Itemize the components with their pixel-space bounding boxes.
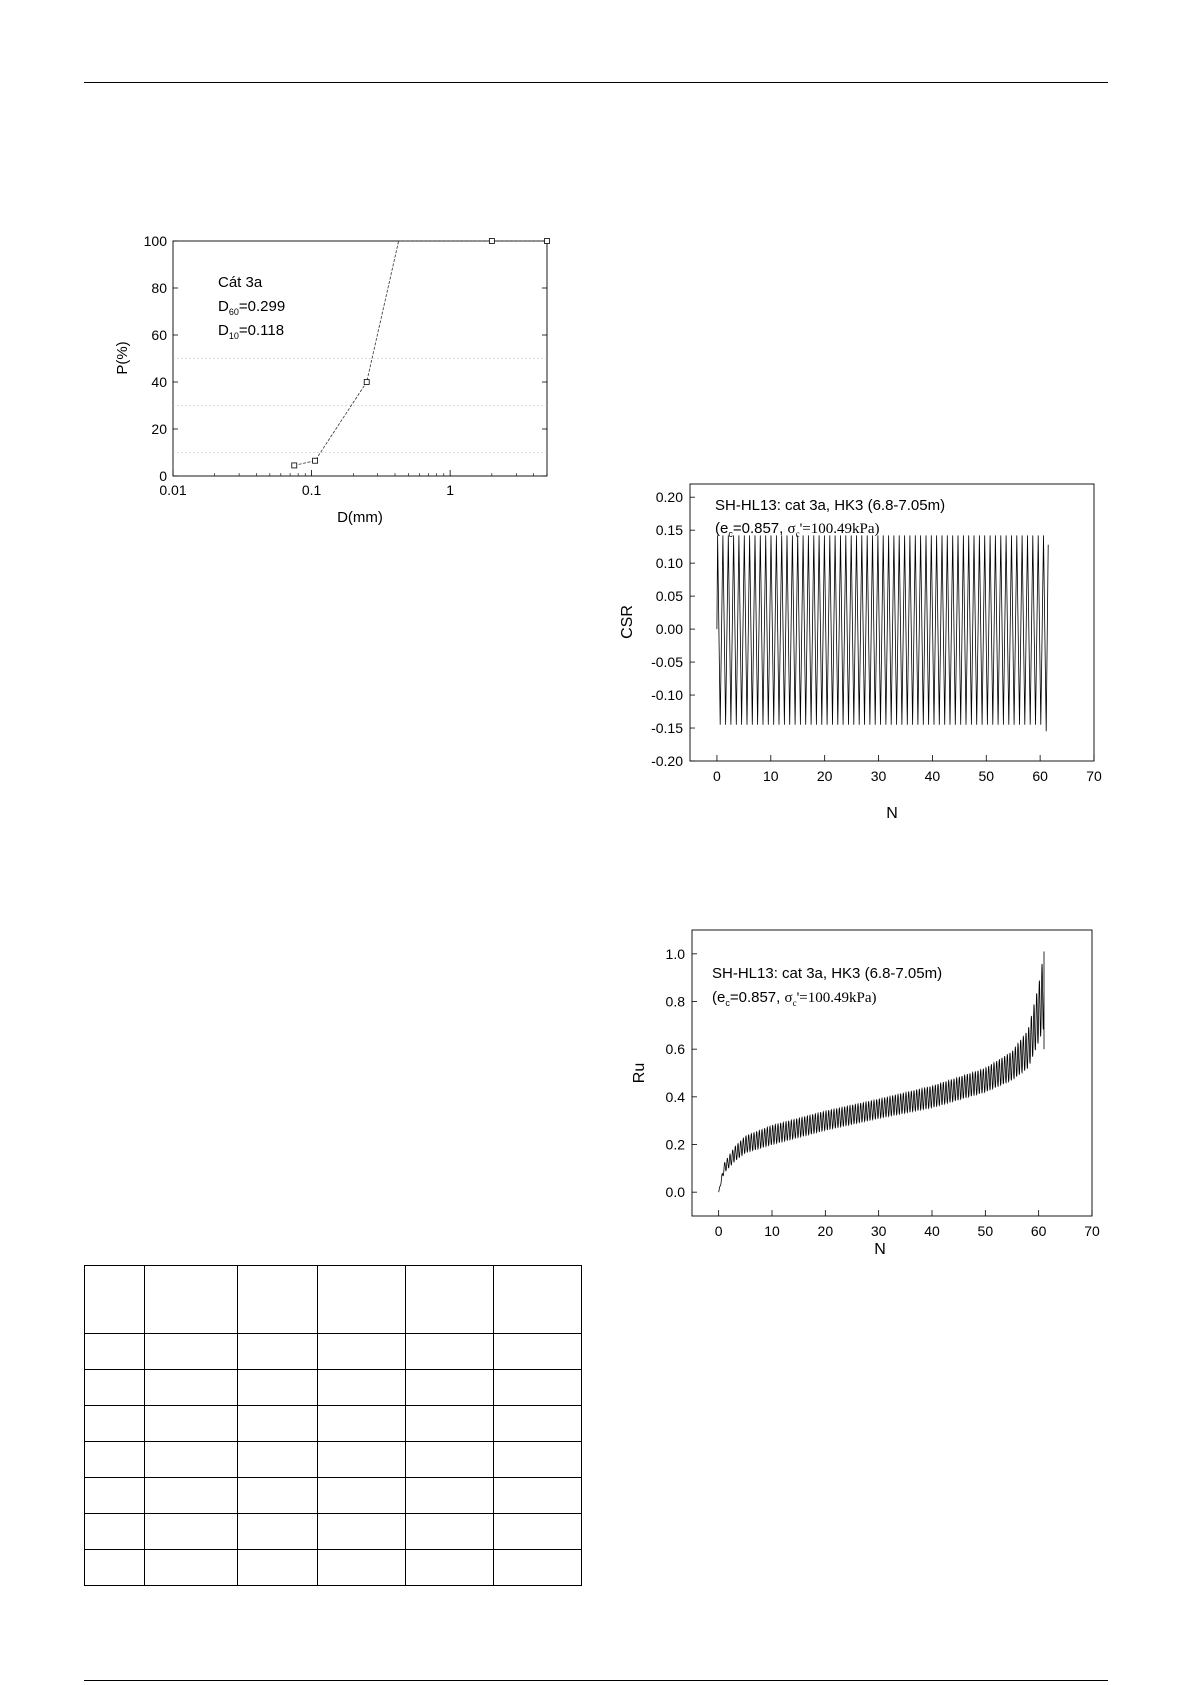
table-cell (238, 1370, 318, 1406)
table-cell (238, 1266, 318, 1334)
chart-annotation-line2: ($e_c=0.857$, $\sigma_c'=100.49kPa$) (712, 989, 877, 1008)
y-tick-label: 0.05 (655, 588, 683, 605)
results-table (84, 1265, 582, 1586)
y-tick-label: 80 (151, 280, 167, 296)
y-tick-label: 0.10 (655, 555, 683, 572)
x-tick-label: 30 (870, 768, 887, 784)
y-axis-ticks (651, 489, 695, 769)
grain-size-distribution-chart (105, 222, 565, 532)
table-cell (318, 1442, 406, 1478)
table-cell (318, 1478, 406, 1514)
x-tick-label: 0.01 (159, 482, 187, 498)
table-cell (145, 1370, 238, 1406)
table-cell (406, 1266, 494, 1334)
x-tick-label: 50 (978, 768, 995, 784)
annotation-title: Cát 3a (218, 274, 263, 291)
table-row (85, 1334, 582, 1370)
x-axis-ticks (715, 1210, 1100, 1239)
y-tick-label: 0.0 (665, 1184, 685, 1201)
y-tick-label: 60 (151, 327, 167, 343)
table-cell (494, 1478, 582, 1514)
y-tick-label: 1.0 (665, 945, 685, 962)
x-axis-label: D(mm) (337, 509, 383, 526)
ru-pore-pressure-chart (620, 920, 1100, 1260)
table-cell (145, 1478, 238, 1514)
table-cell (85, 1334, 145, 1370)
csr-series (717, 535, 1048, 731)
table-cell (406, 1514, 494, 1550)
annotation-d10: $D_{10}=0.118$ (218, 322, 285, 341)
y-tick-label: 0 (159, 468, 167, 484)
grading-curve (294, 241, 547, 465)
table-row (85, 1550, 582, 1586)
x-axis-label: N (874, 1241, 886, 1258)
table-cell (238, 1406, 318, 1442)
table-cell (494, 1334, 582, 1370)
table-cell (406, 1550, 494, 1586)
table-cell (318, 1370, 406, 1406)
y-tick-label: -0.20 (651, 753, 683, 769)
data-point (313, 458, 318, 463)
table-cell (85, 1370, 145, 1406)
x-tick-label: 50 (977, 1223, 994, 1239)
table-row (85, 1514, 582, 1550)
data-series (292, 239, 550, 468)
data-series (719, 951, 1044, 1192)
data-point (545, 239, 550, 244)
table-row (85, 1478, 582, 1514)
table-cell (406, 1478, 494, 1514)
x-tick-label: 0.1 (301, 482, 322, 498)
csr-cyclic-chart (610, 472, 1105, 827)
x-tick-label: 60 (1032, 768, 1048, 784)
y-axis-label: Ru (631, 1062, 648, 1084)
table-cell (406, 1442, 494, 1478)
footer-rule (84, 1680, 1108, 1681)
x-axis-ticks (159, 470, 547, 498)
ru-series (719, 951, 1044, 1192)
x-tick-label: 70 (1086, 768, 1102, 784)
table-cell (494, 1514, 582, 1550)
chart-annotation-line2: ($e_c=0.857$, $\sigma_c'=100.49kPa$) (715, 520, 880, 539)
table-cell (145, 1406, 238, 1442)
data-series (717, 535, 1048, 731)
x-tick-label: 40 (924, 768, 941, 784)
table-cell (85, 1406, 145, 1442)
table-cell (238, 1550, 318, 1586)
chart-annotation-line1: SH-HL13: cat 3a, HK3 (6.8-7.05m) (712, 965, 943, 982)
x-tick-label: 10 (763, 768, 779, 784)
table-cell (318, 1334, 406, 1370)
table-cell (494, 1550, 582, 1586)
table-cell (494, 1370, 582, 1406)
data-point (292, 463, 297, 468)
table-cell (406, 1370, 494, 1406)
y-tick-label: -0.15 (651, 720, 683, 737)
annotation-d60: $D_{60}=0.299$ (218, 298, 286, 317)
table-cell (318, 1514, 406, 1550)
table-cell (406, 1406, 494, 1442)
data-point (489, 239, 494, 244)
table-cell (494, 1266, 582, 1334)
table-cell (85, 1442, 145, 1478)
x-tick-label: 1 (446, 482, 455, 498)
table-cell (85, 1478, 145, 1514)
data-point (364, 380, 369, 385)
x-tick-label: 30 (870, 1223, 887, 1239)
table-cell (238, 1442, 318, 1478)
table-cell (406, 1334, 494, 1370)
table-cell (494, 1442, 582, 1478)
x-tick-label: 70 (1084, 1223, 1100, 1239)
y-tick-label: 0.8 (665, 993, 685, 1010)
table-row (85, 1442, 582, 1478)
x-tick-label: 40 (924, 1223, 940, 1239)
y-tick-label: -0.05 (651, 654, 683, 671)
table-cell (238, 1334, 318, 1370)
y-tick-label: 0.15 (655, 522, 683, 539)
x-tick-label: 10 (764, 1223, 780, 1239)
x-tick-label: 20 (816, 768, 833, 784)
table-cell (85, 1266, 145, 1334)
table-cell (494, 1406, 582, 1442)
x-axis-ticks (713, 755, 1102, 784)
table-cell (145, 1334, 238, 1370)
table-cell (85, 1514, 145, 1550)
table-row (85, 1266, 582, 1334)
x-tick-label: 60 (1030, 1223, 1047, 1239)
table-cell (85, 1550, 145, 1586)
table-cell (145, 1266, 238, 1334)
y-tick-label: 100 (143, 233, 167, 249)
y-tick-label: 0.00 (655, 621, 683, 638)
table-cell (238, 1478, 318, 1514)
chart-annotation-line1: SH-HL13: cat 3a, HK3 (6.8-7.05m) (715, 497, 946, 514)
y-tick-label: 0.4 (665, 1088, 685, 1105)
y-tick-label: 40 (151, 374, 167, 390)
table-cell (318, 1266, 406, 1334)
x-axis-label: N (886, 805, 898, 822)
table-body (85, 1266, 582, 1586)
table-row (85, 1406, 582, 1442)
x-tick-label: 0 (714, 1223, 723, 1239)
table-cell (238, 1514, 318, 1550)
table-row (85, 1370, 582, 1406)
y-tick-label: 0.6 (665, 1041, 685, 1058)
table-cell (318, 1406, 406, 1442)
x-tick-label: 0 (713, 768, 721, 784)
table-cell (318, 1550, 406, 1586)
y-tick-label: 20 (151, 421, 167, 437)
y-axis-label: CSR (619, 605, 636, 639)
grid-lines (173, 359, 547, 453)
table-cell (145, 1550, 238, 1586)
table-cell (145, 1514, 238, 1550)
x-tick-label: 20 (817, 1223, 834, 1239)
table-cell (145, 1442, 238, 1478)
y-axis-label: P(%) (114, 341, 131, 375)
y-tick-label: -0.10 (651, 687, 683, 704)
header-rule (84, 82, 1108, 83)
y-tick-label: 0.2 (665, 1136, 685, 1153)
y-tick-label: 0.20 (655, 489, 683, 506)
